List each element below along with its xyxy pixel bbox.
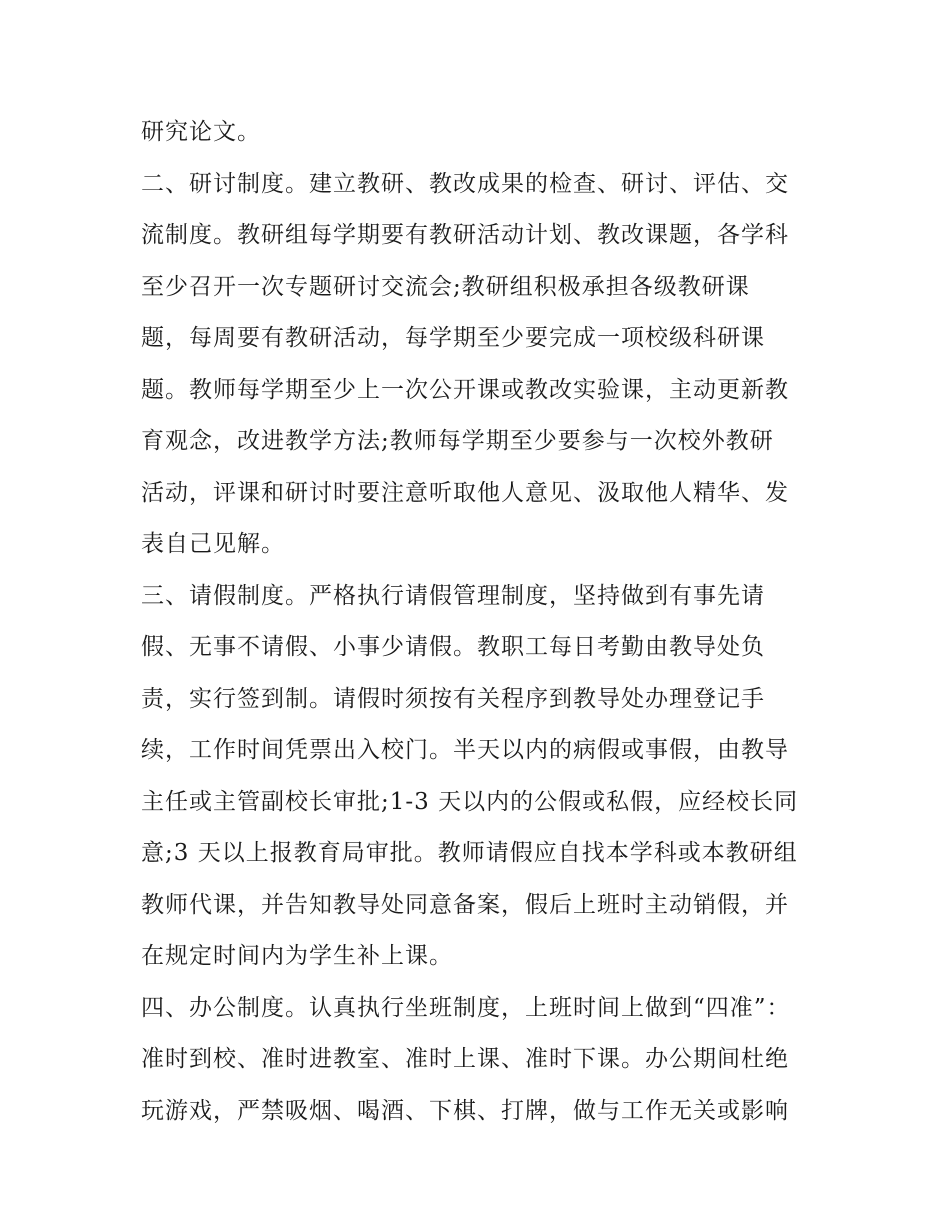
text-line: 二、研讨制度。建立教研、教改成果的检查、研讨、评估、交: [141, 170, 789, 197]
text-line: 流制度。教研组每学期要有教研活动计划、教改课题，各学科: [141, 222, 789, 248]
document-body: [141, 107, 821, 1137]
text-line: 四、办公制度。认真执行坐班制度，上班时间上做到“四准”：: [141, 994, 791, 1021]
text-line: 题。教师每学期至少上一次公开课或教改实验课，主动更新教: [141, 376, 789, 403]
text-line: 研究论文。: [141, 119, 261, 145]
text-line: 主任或主管副校长审批;1-3 天以内的公假或私假，应经校长同: [141, 788, 799, 815]
text-line: 续，工作时间凭票出入校门。半天以内的病假或事假，由教导: [141, 737, 789, 763]
text-line: 育观念，改进教学方法;教师每学期至少要参与一次校外教研: [141, 428, 774, 454]
text-line: 三、请假制度。严格执行请假管理制度，坚持做到有事先请: [141, 582, 765, 609]
text-line: 活动，评课和研讨时要注意听取他人意见、汲取他人精华、发: [141, 479, 789, 506]
text-line: 表自己见解。: [141, 531, 285, 557]
text-line: 意;3 天以上报教育局审批。教师请假应自找本学科或本教研组: [141, 840, 798, 866]
text-line: 至少召开一次专题研讨交流会;教研组积极承担各级教研课: [141, 273, 750, 300]
text-line: 在规定时间内为学生补上课。: [141, 943, 453, 969]
text-line: 准时到校、准时进教室、准时上课、准时下课。办公期间杜绝: [141, 1046, 789, 1072]
text-line: 责，实行签到制。请假时须按有关程序到教导处办理登记手: [141, 685, 765, 712]
text-line: 玩游戏，严禁吸烟、喝酒、下棋、打牌，做与工作无关或影响: [141, 1097, 789, 1124]
text-line: 假、无事不请假、小事少请假。教职工每日考勤由教导处负: [141, 634, 765, 660]
text-line: 题，每周要有教研活动，每学期至少要完成一项校级科研课: [141, 325, 765, 351]
text-line: 教师代课，并告知教导处同意备案，假后上班时主动销假，并: [141, 891, 789, 918]
